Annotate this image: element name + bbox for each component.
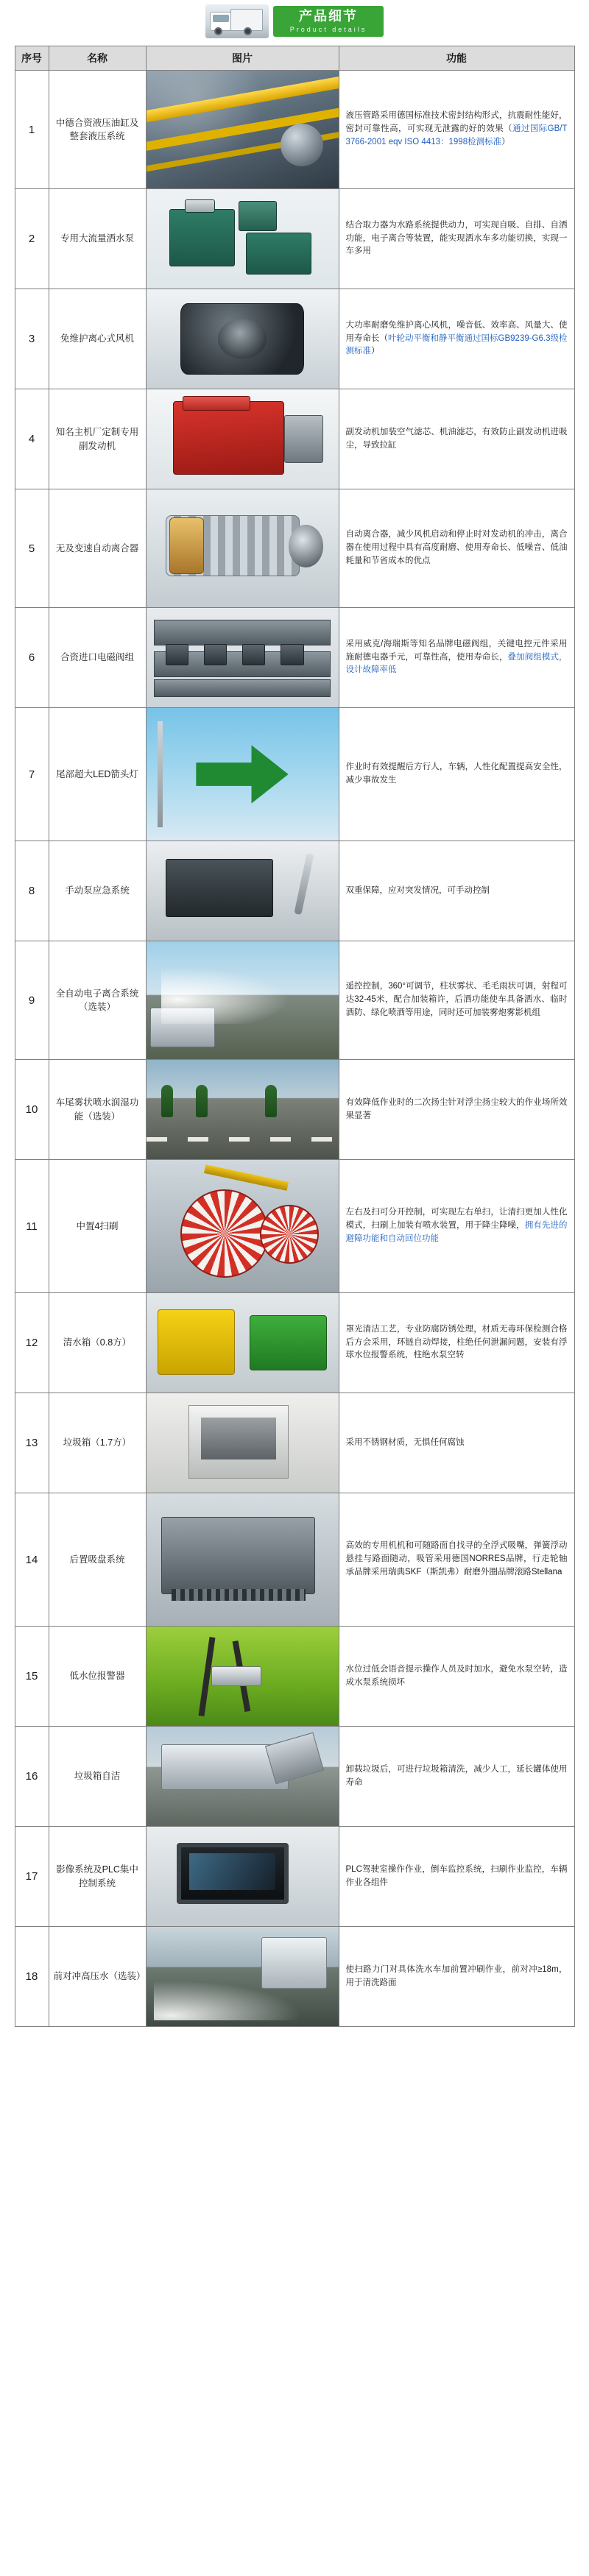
- truck-icon: [205, 4, 269, 38]
- row-function: [339, 1060, 574, 1160]
- row-name: 垃圾箱（1.7方）: [49, 1393, 146, 1493]
- row-function: [339, 289, 574, 389]
- table-row: [15, 1927, 574, 2027]
- row-name: 垃圾箱自洁: [49, 1727, 146, 1827]
- function-text: ）: [371, 347, 380, 356]
- row-index: 12: [15, 1293, 49, 1393]
- row-function: [339, 1493, 574, 1627]
- row-image-cell: [146, 1927, 339, 2027]
- row-function: [339, 1627, 574, 1727]
- page-title-cn: 产品细节: [299, 8, 358, 24]
- function-text: 大功率耐磨免维护离心风机，噪音低、效率高、风量大、使用寿命长（: [345, 320, 568, 343]
- row-index: 17: [15, 1827, 49, 1927]
- column-header-name: 名称: [49, 46, 146, 71]
- function-text: 结合取力器为水路系统提供动力，可实现自吸、自排、自洒功能，电子离合等装置，能实现洒水车多功能切换，实现一车多用: [345, 220, 568, 256]
- table-row: [15, 71, 574, 189]
- row-image-cell: [146, 1727, 339, 1827]
- row-index: 5: [15, 489, 49, 608]
- row-image-cell: [146, 289, 339, 389]
- table-row: [15, 1160, 574, 1293]
- function-text: 水位过低会语音提示操作人员及时加水，避免水泵空转，造成水泵系统损坏: [345, 1664, 568, 1687]
- row-image-cell: [146, 489, 339, 608]
- function-text: PLC驾驶室操作作业，倒车监控系统，扫刷作业监控，车辆作业各组件: [345, 1864, 568, 1887]
- row-index: 1: [15, 71, 49, 189]
- table-row: [15, 289, 574, 389]
- table-row: [15, 1060, 574, 1160]
- table-row: [15, 1727, 574, 1827]
- row-function: [339, 71, 574, 189]
- row-name: 低水位报警器: [49, 1627, 146, 1727]
- row-name: 前对冲高压水（选装）: [49, 1927, 146, 2027]
- row-name: 后置吸盘系统: [49, 1493, 146, 1627]
- row-function: [339, 1393, 574, 1493]
- bin-self-clean-photo: [147, 1727, 339, 1826]
- water-pump-photo: [147, 189, 339, 289]
- hydraulic-hose-photo: [147, 71, 339, 188]
- row-image-cell: [146, 1160, 339, 1293]
- row-name: 尾部超大LED箭头灯: [49, 708, 146, 841]
- row-index: 15: [15, 1627, 49, 1727]
- function-text: 高效的专用机机和可随路面自找寻的全浮式吸嘴，弹簧浮动悬挂与路面随动，吸管采用德国NORRES品牌，行走轮轴承品牌采用瑞典SKF（斯凯弗）耐磨外圈品牌滚路Stellana: [345, 1541, 568, 1577]
- row-function: [339, 941, 574, 1060]
- rear-mist-spray-photo: [147, 1060, 339, 1159]
- table-header-row: [15, 46, 574, 71]
- row-index: 11: [15, 1160, 49, 1293]
- column-header-image: 图片: [146, 46, 339, 71]
- function-text: 左右及扫可分开控制，可实现左右单扫，让清扫更加人性化模式，扫刷上加装有喷水装置，用于降尘降噪，: [345, 1208, 568, 1231]
- row-name: 手动泵应急系统: [49, 841, 146, 941]
- table-row: [15, 489, 574, 608]
- function-text: 罩光清洁工艺，专业防腐防锈处理，材质无毒环保检测合格后方会采用，环链自动焊接，柱绝任何泄漏问题，安装有浮球水位报警系统，柱绝水泵空转: [345, 1324, 568, 1360]
- low-water-alarm-photo: [147, 1627, 339, 1726]
- row-function: [339, 708, 574, 841]
- table-row: [15, 1293, 574, 1393]
- row-name: 影像系统及PLC集中控制系统: [49, 1827, 146, 1927]
- clean-water-tank-photo: [147, 1293, 339, 1393]
- table-row: [15, 708, 574, 841]
- row-function: [339, 1927, 574, 2027]
- row-function: [339, 1727, 574, 1827]
- row-function: [339, 489, 574, 608]
- row-name: 专用大流量洒水泵: [49, 189, 146, 289]
- table-row: [15, 1827, 574, 1927]
- front-high-pressure-photo: [147, 1927, 339, 2026]
- table-row: [15, 941, 574, 1060]
- auto-clutch-photo: [147, 489, 339, 607]
- row-image-cell: [146, 1627, 339, 1727]
- row-image-cell: [146, 1393, 339, 1493]
- row-image-cell: [146, 708, 339, 841]
- row-image-cell: [146, 841, 339, 941]
- row-name: 无及变速自动离合器: [49, 489, 146, 608]
- table-row: [15, 608, 574, 708]
- row-index: 2: [15, 189, 49, 289]
- row-image-cell: [146, 1827, 339, 1927]
- solenoid-valve-block-photo: [147, 608, 339, 707]
- product-details-table: [15, 46, 575, 2027]
- row-image-cell: [146, 941, 339, 1060]
- function-text: 采用威克/海瑞斯等知名品牌电磁阀组，关键电控元件采用施耐德电器手元，可靠性高，使用寿命长，: [345, 639, 568, 662]
- garbage-bin-photo: [147, 1393, 339, 1493]
- function-text: 使扫路力门对具体洗水车加前置冲刷作业，前对冲≥18m，用于清洗路面: [345, 1964, 568, 1987]
- row-image-cell: [146, 1293, 339, 1393]
- row-index: 7: [15, 708, 49, 841]
- row-function: [339, 1293, 574, 1393]
- function-text: 有效降低作业时的二次扬尘针对浮尘扬尘较大的作业场所效果显著: [345, 1097, 568, 1120]
- auxiliary-engine-photo: [147, 389, 339, 489]
- row-name: 全自动电子离合系统（选装）: [49, 941, 146, 1060]
- centrifugal-fan-photo: [147, 289, 339, 389]
- page-title: [273, 6, 384, 38]
- function-text: 自动离合器，减少风机启动和停止时对发动机的冲击，离合器在使用过程中具有高度耐磨、使用寿命长、低噪音、低油耗量和节省成本的优点: [345, 530, 568, 565]
- rear-suction-photo: [147, 1493, 339, 1626]
- page-header: [0, 0, 589, 46]
- table-row: [15, 189, 574, 289]
- function-highlight-text: 叠加阀组模式，设计故障率低: [345, 652, 568, 675]
- page-title-en: Product details: [289, 26, 367, 34]
- row-index: 10: [15, 1060, 49, 1160]
- row-name: 知名主机厂定制专用副发动机: [49, 389, 146, 489]
- table-row: [15, 841, 574, 941]
- row-index: 14: [15, 1493, 49, 1627]
- function-text: 采用不锈钢材质，无惧任何腐蚀: [345, 1437, 465, 1447]
- table-row: [15, 1493, 574, 1627]
- row-function: [339, 608, 574, 708]
- column-header-function: 功能: [339, 46, 574, 71]
- row-image-cell: [146, 389, 339, 489]
- row-index: 4: [15, 389, 49, 489]
- manual-pump-photo: [147, 841, 339, 941]
- center-brush-photo: [147, 1160, 339, 1292]
- function-highlight-text: 拥有先进的避障功能和自动回位功能: [345, 1221, 568, 1243]
- row-name: 中德合资液压油缸及整套液压系统: [49, 71, 146, 189]
- row-function: [339, 1160, 574, 1293]
- function-highlight-text: 叶轮动平衡和静平衡通过国标GB9239-G6.3级检测标准: [345, 333, 568, 356]
- function-highlight-text: 通过国际GB/T 3766-2001 eqv ISO 4413：1998检测标准: [345, 124, 568, 146]
- function-text: 液压管路采用德国标准技术密封结构形式，抗震耐性能好，密封可靠性高，可实现无泄露的好的效果（: [345, 111, 568, 134]
- row-index: 9: [15, 941, 49, 1060]
- function-text: 卸载垃圾后，可进行垃圾箱清洗，减少人工，延长罐体使用寿命: [345, 1764, 568, 1787]
- row-image-cell: [146, 71, 339, 189]
- row-index: 3: [15, 289, 49, 389]
- led-arrow-light-photo: [147, 708, 339, 841]
- row-name: 合资进口电磁阀组: [49, 608, 146, 708]
- table-row: [15, 1627, 574, 1727]
- function-text: 双重保障，应对突发情况，可手动控制: [345, 885, 490, 895]
- row-name: 清水箱（0.8方）: [49, 1293, 146, 1393]
- row-function: [339, 841, 574, 941]
- row-image-cell: [146, 189, 339, 289]
- table-row: [15, 389, 574, 489]
- row-index: 13: [15, 1393, 49, 1493]
- function-text: 作业时有效提醒后方行人，车辆，人性化配置提高安全性，减少事故发生: [345, 762, 568, 785]
- electronic-clutch-spray-photo: [147, 941, 339, 1059]
- row-index: 8: [15, 841, 49, 941]
- row-function: [339, 189, 574, 289]
- row-name: 车尾雾状喷水润湿功能（选装）: [49, 1060, 146, 1160]
- row-index: 18: [15, 1927, 49, 2027]
- row-name: 免维护离心式风机: [49, 289, 146, 389]
- table-row: [15, 1393, 574, 1493]
- column-header-index: 序号: [15, 46, 49, 71]
- function-text: 遥控控制，360°可调节，柱状雾状、毛毛雨状可调，射程可达32-45米，配合加装箱许，后洒功能使车具备洒水、临时洒防、绿化喷洒等用途，同时还可加装雾炮雾影机组: [345, 982, 568, 1017]
- function-text: ）: [501, 137, 510, 146]
- plc-control-photo: [147, 1827, 339, 1926]
- row-image-cell: [146, 1060, 339, 1160]
- function-text: 副发动机加装空气滤芯、机油滤芯，有效防止副发动机进吸尘，导致拉缸: [345, 427, 568, 450]
- row-function: [339, 1827, 574, 1927]
- row-name: 中置4扫刷: [49, 1160, 146, 1293]
- row-function: [339, 389, 574, 489]
- row-index: 16: [15, 1727, 49, 1827]
- row-image-cell: [146, 1493, 339, 1627]
- row-image-cell: [146, 608, 339, 708]
- row-index: 6: [15, 608, 49, 708]
